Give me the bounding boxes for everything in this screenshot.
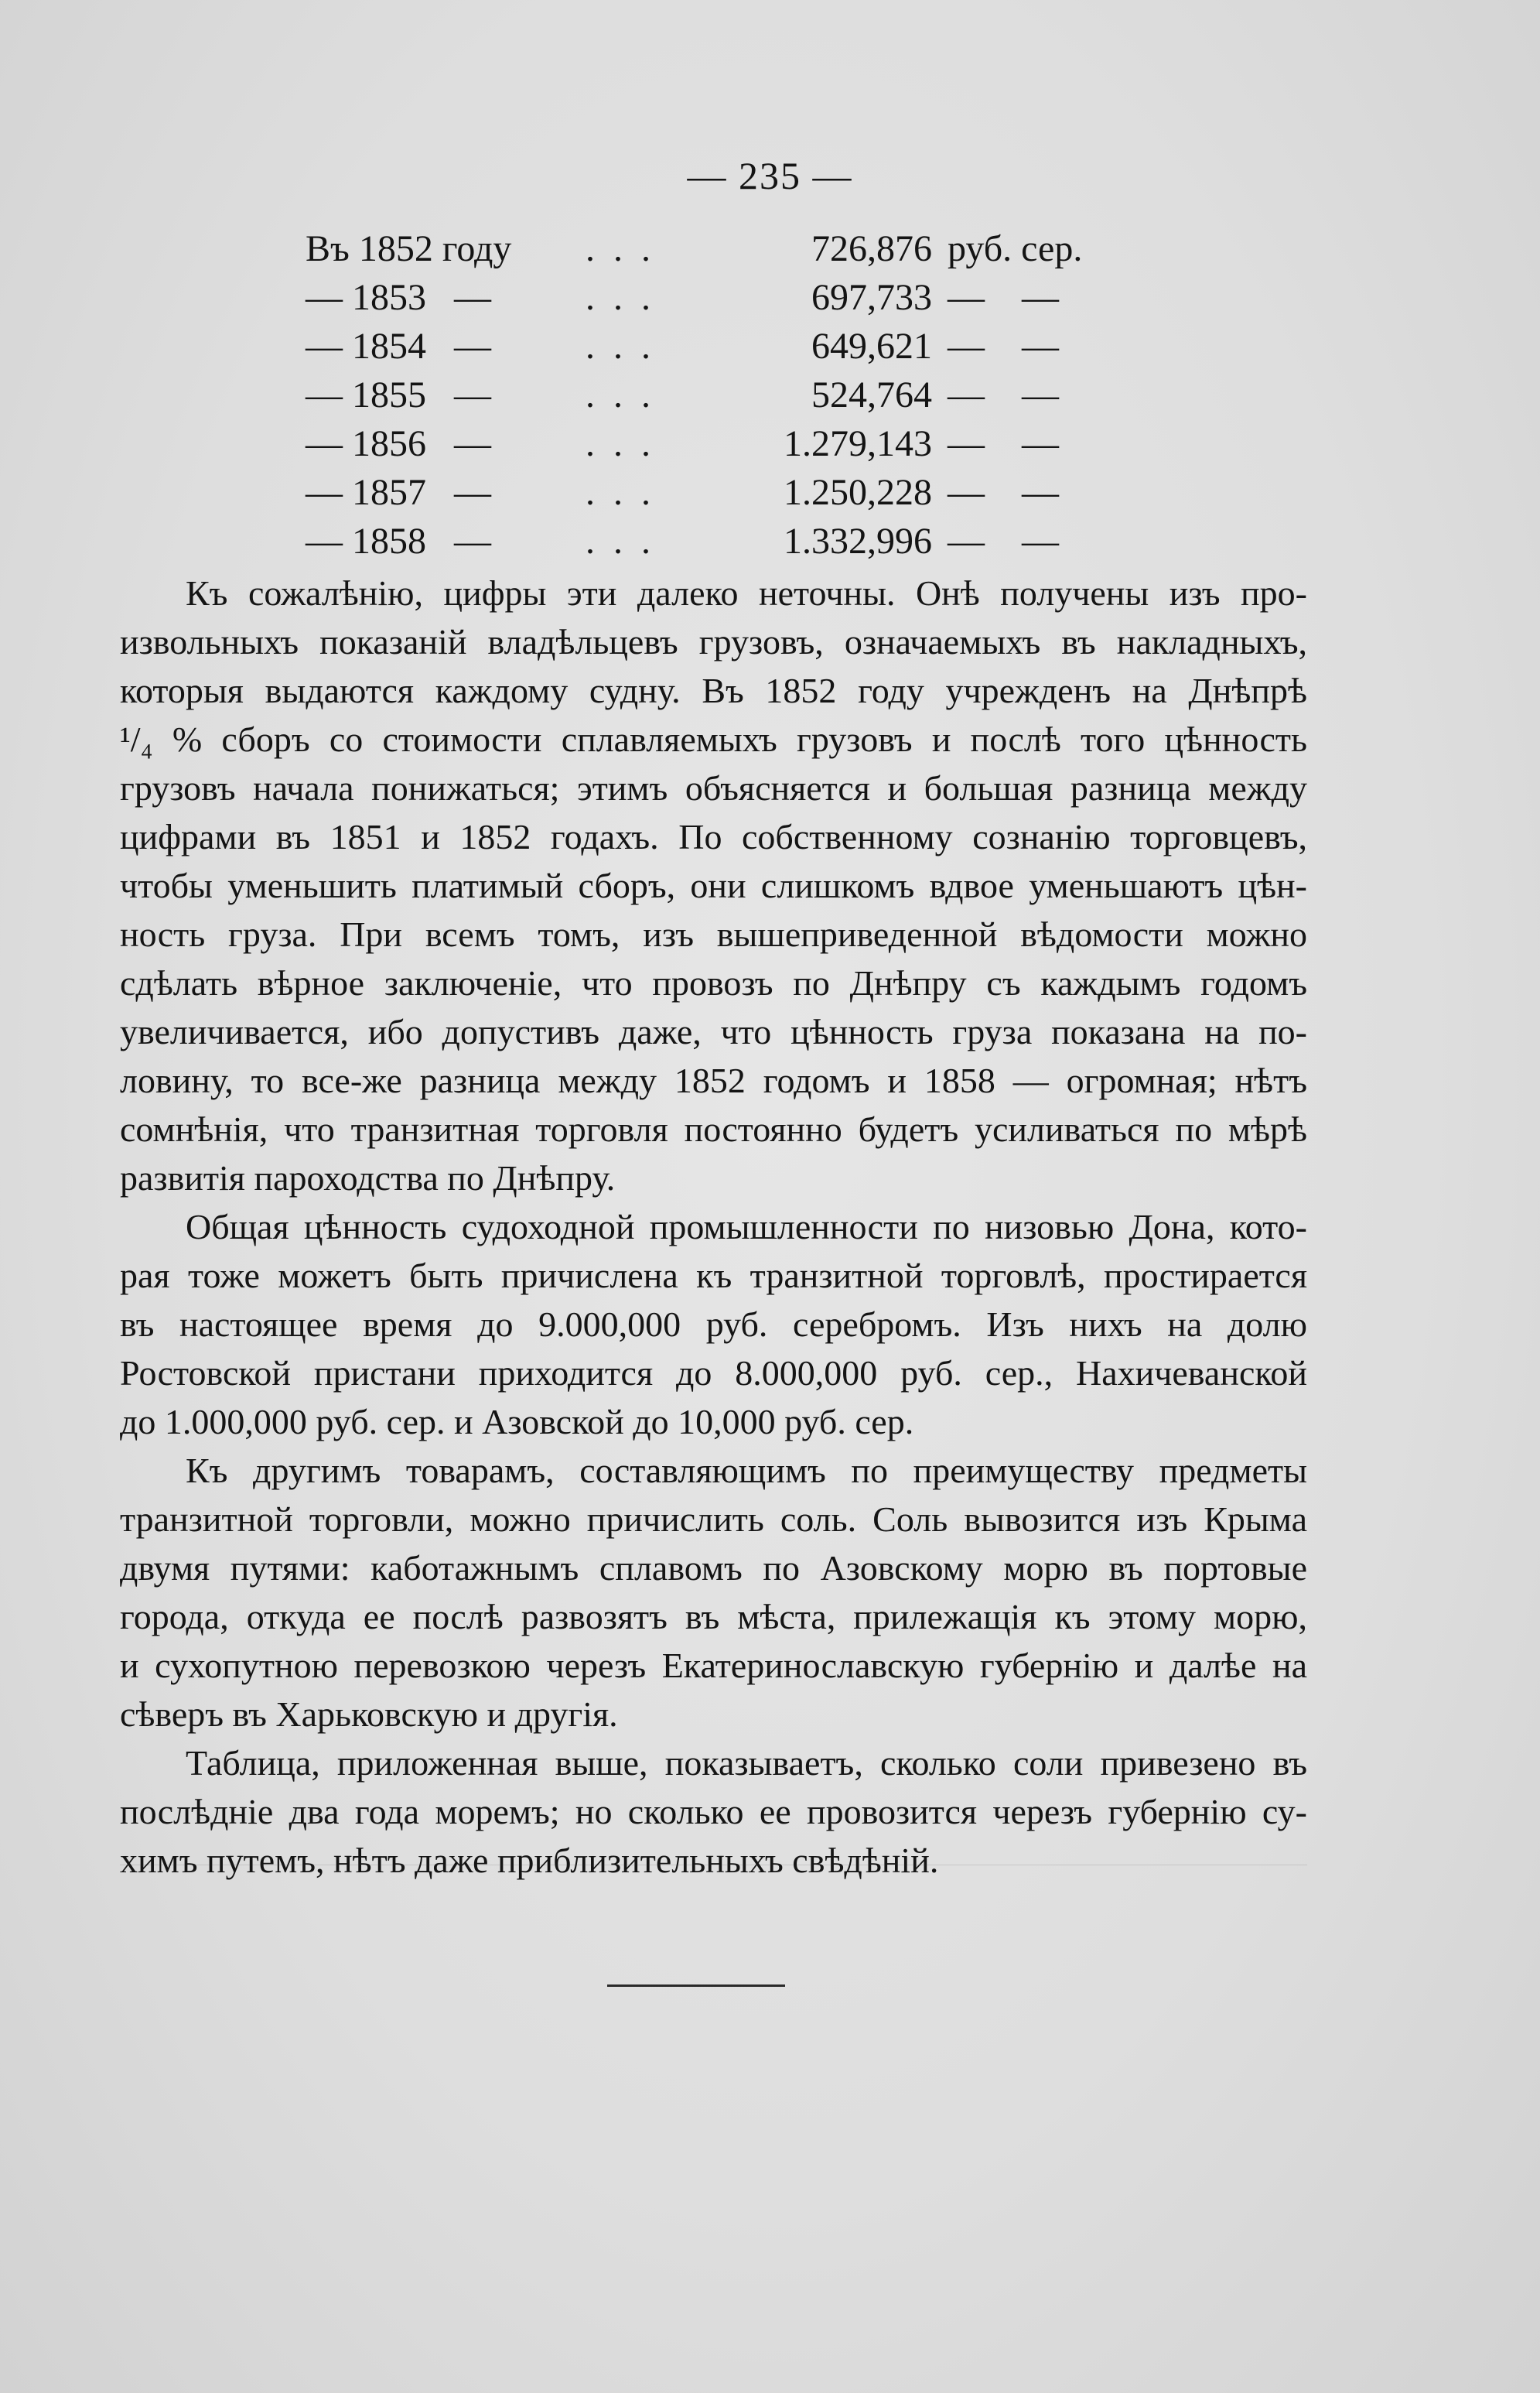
table-value: 1.332,996 [784,521,932,562]
table-dots: . . . [576,277,650,318]
table-unit: — — [948,521,1059,562]
text-line: рая тоже можетъ быть причислена къ транзитной торговлѣ, простирается [120,1256,1307,1295]
text-line: извольныхъ показаній владѣльцевъ грузовъ, означаемыхъ въ накладныхъ, [120,622,1307,661]
text-line: Ростовской пристани приходится до 8.000,000 руб. сер., Нахичеванской [120,1353,1307,1393]
table-unit: — — [948,326,1059,367]
text-line: ¹/₄ % сборъ со стоимости сплавляемыхъ грузовъ и послѣ того цѣнность [120,720,1307,759]
text-line: послѣдніе два года моремъ; но сколько ее провозится черезъ губернію су- [120,1792,1307,1831]
table-value: 1.279,143 [784,423,932,464]
table-dots: . . . [576,472,650,513]
table-value: 524,764 [811,374,932,415]
table-unit: — — [948,374,1059,415]
text-line: и сухопутною перевозкою черезъ Екатеринославскую губернію и далѣе на [120,1646,1307,1685]
text-line: грузовъ начала понижаться; этимъ объясняется и большая разница между [120,768,1307,808]
text-line: химъ путемъ, нѣтъ даже приблизительныхъ свѣдѣній. [120,1841,939,1880]
table-row [306,273,1125,322]
table-row [306,224,1125,273]
text-line: города, откуда ее послѣ развозятъ въ мѣста, прилежащія къ этому морю, [120,1597,1307,1636]
table-row [306,468,1125,517]
text-line: сдѣлать вѣрное заключеніе, что провозъ по Днѣпру съ каждымъ годомъ [120,963,1307,1003]
table-dots: . . . [576,228,650,269]
section-divider [607,1984,785,1987]
text-line: цифрами въ 1851 и 1852 годахъ. По собственному сознанію торговцевъ, [120,817,1307,856]
table-unit: — — [948,277,1059,318]
table-dots: . . . [576,521,650,562]
table-year: — 1856 — [306,423,491,464]
table-year: — 1853 — [306,277,491,318]
table-dots: . . . [576,326,650,367]
table-row [306,419,1125,468]
text-line: Къ другимъ товарамъ, составляющимъ по преимуществу предметы [186,1451,1307,1490]
table-dots: . . . [576,423,650,464]
table-unit: — — [948,472,1059,513]
table-unit: — — [948,423,1059,464]
text-line: увеличивается, ибо допустивъ даже, что цѣнность груза показана на по- [120,1012,1307,1051]
table-year: — 1858 — [306,521,491,562]
text-line: до 1.000,000 руб. сер. и Азовской до 10,000 руб. сер. [120,1402,914,1441]
table-unit: руб. сер. [948,228,1083,269]
table-year: Въ 1852 году [306,228,512,269]
text-line: Къ сожалѣнію, цифры эти далеко неточны. Онѣ получены изъ про- [186,573,1307,613]
table-value: 726,876 [811,228,932,269]
table-value: 649,621 [811,326,932,367]
table-row [306,517,1125,566]
text-line: развитія пароходства по Днѣпру. [120,1158,616,1198]
text-line: которыя выдаются каждому судну. Въ 1852 году учрежденъ на Днѣпрѣ [120,671,1307,710]
text-line: сѣверъ въ Харьковскую и другія. [120,1694,618,1734]
table-value: 697,733 [811,277,932,318]
table-year: — 1854 — [306,326,491,367]
text-line: Общая цѣнность судоходной промышленности по низовью Дона, кото- [186,1207,1307,1246]
table-row [306,371,1125,419]
page-number: — 235 — [687,154,853,197]
text-line: Таблица, приложенная выше, показываетъ, сколько соли привезено въ [186,1743,1307,1783]
body-text [120,569,1307,1885]
text-line: транзитной торговли, можно причислить соль. Соль вывозится изъ Крыма [120,1499,1307,1539]
text-line: въ настоящее время до 9.000,000 руб. серебромъ. Изъ нихъ на долю [120,1304,1307,1344]
table-year: — 1857 — [306,472,491,513]
text-line: ловину, то все-же разница между 1852 годомъ и 1858 — огромная; нѣтъ [120,1061,1307,1100]
table-year: — 1855 — [306,374,491,415]
table-value: 1.250,228 [784,472,932,513]
text-line: чтобы уменьшить платимый сборъ, они слишкомъ вдвое уменьшаютъ цѣн- [120,866,1307,905]
cargo-value-table [306,224,1125,566]
text-line: сомнѣнія, что транзитная торговля постоянно будетъ усиливаться по мѣрѣ [120,1109,1307,1149]
table-dots: . . . [576,374,650,415]
text-line: ность груза. При всемъ томъ, изъ вышеприведенной вѣдомости можно [120,914,1307,954]
table-row [306,322,1125,371]
text-line: двумя путями: каботажнымъ сплавомъ по Азовскому морю въ портовые [120,1548,1307,1588]
